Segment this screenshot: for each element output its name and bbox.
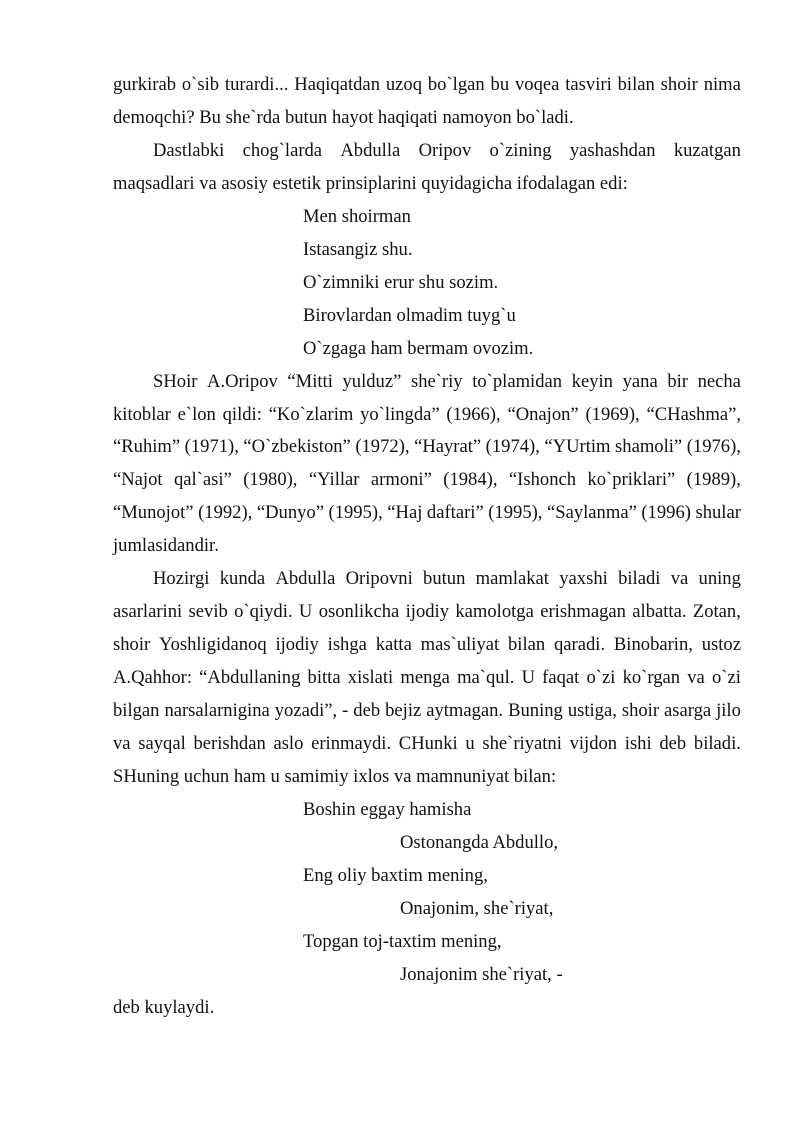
paragraph-line: Dastlabki chog`larda Abdulla Oripov o`zining yashashdan kuzatgan — [153, 140, 741, 161]
paragraph-line: A.Qahhor: “Abdullaning bitta xislati menga ma`qul. U faqat o`zi ko`rgan va o`zi — [113, 667, 741, 688]
poem-line: O`zgaga ham bermam ovozim. — [303, 338, 534, 359]
poem-line: O`zimniki erur shu sozim. — [303, 272, 499, 293]
paragraph-line: asarlarini sevib o`qiydi. U osonlikcha ijodiy kamolotga erishmagan albatta. Zotan, — [113, 601, 741, 622]
poem-line: Istasangiz shu. — [303, 239, 413, 260]
paragraph-line: gurkirab o`sib turardi... Haqiqatdan uzoq bo`lgan bu voqea tasviri bilan shoir nima — [113, 74, 741, 95]
paragraph-line: “Munojot” (1992), “Dunyo” (1995), “Haj daftari” (1995), “Saylanma” (1996) shular — [113, 502, 741, 523]
poem-line: Jonajonim she`riyat, - — [400, 964, 563, 985]
poem-line: Onajonim, she`riyat, — [400, 898, 554, 919]
paragraph-line: kitoblar e`lon qildi: “Ko`zlarim yo`lingda” (1966), “Onajon” (1969), “CHashma”, — [113, 404, 741, 425]
paragraph-line: “Najot qal`asi” (1980), “Yillar armoni” (1984), “Ishonch ko`priklari” (1989), — [113, 469, 741, 490]
paragraph-line: SHoir A.Oripov “Mitti yulduz” she`riy to`plamidan keyin yana bir necha — [153, 371, 741, 392]
poem-line: Eng oliy baxtim mening, — [303, 865, 488, 886]
paragraph-line: Hozirgi kunda Abdulla Oripovni butun mamlakat yaxshi biladi va uning — [153, 568, 741, 589]
poem-line: Birovlardan olmadim tuyg`u — [303, 305, 516, 326]
paragraph-line: shoir Yoshligidanoq ijodiy ishga katta mas`uliyat bilan qaradi. Binobarin, ustoz — [113, 634, 741, 655]
poem-line: Men shoirman — [303, 206, 411, 227]
poem-line: Boshin eggay hamisha — [303, 799, 472, 820]
poem-line: Ostonangda Abdullo, — [400, 832, 559, 853]
paragraph-line: SHuning uchun ham u samimiy ixlos va mamnuniyat bilan: — [113, 766, 557, 787]
paragraph-line: jumlasidandir. — [113, 535, 219, 556]
paragraph-line: deb kuylaydi. — [113, 997, 215, 1018]
poem-line: Topgan toj-taxtim mening, — [303, 931, 502, 952]
paragraph-line: bilgan narsalarnigina yozadi”, - deb bejiz aytmagan. Buning ustiga, shoir asarga jilo — [113, 700, 741, 721]
paragraph-line: demoqchi? Bu she`rda butun hayot haqiqati namoyon bo`ladi. — [113, 107, 574, 128]
paragraph-line: “Ruhim” (1971), “O`zbekiston” (1972), “Hayrat” (1974), “YUrtim shamoli” (1976), — [113, 436, 741, 457]
paragraph-line: maqsadlari va asosiy estetik prinsiplarini quyidagicha ifodalagan edi: — [113, 173, 628, 194]
paragraph-line: va sayqal berishdan aslo erinmaydi. CHunki u she`riyatni vijdon ishi deb biladi. — [113, 733, 741, 754]
